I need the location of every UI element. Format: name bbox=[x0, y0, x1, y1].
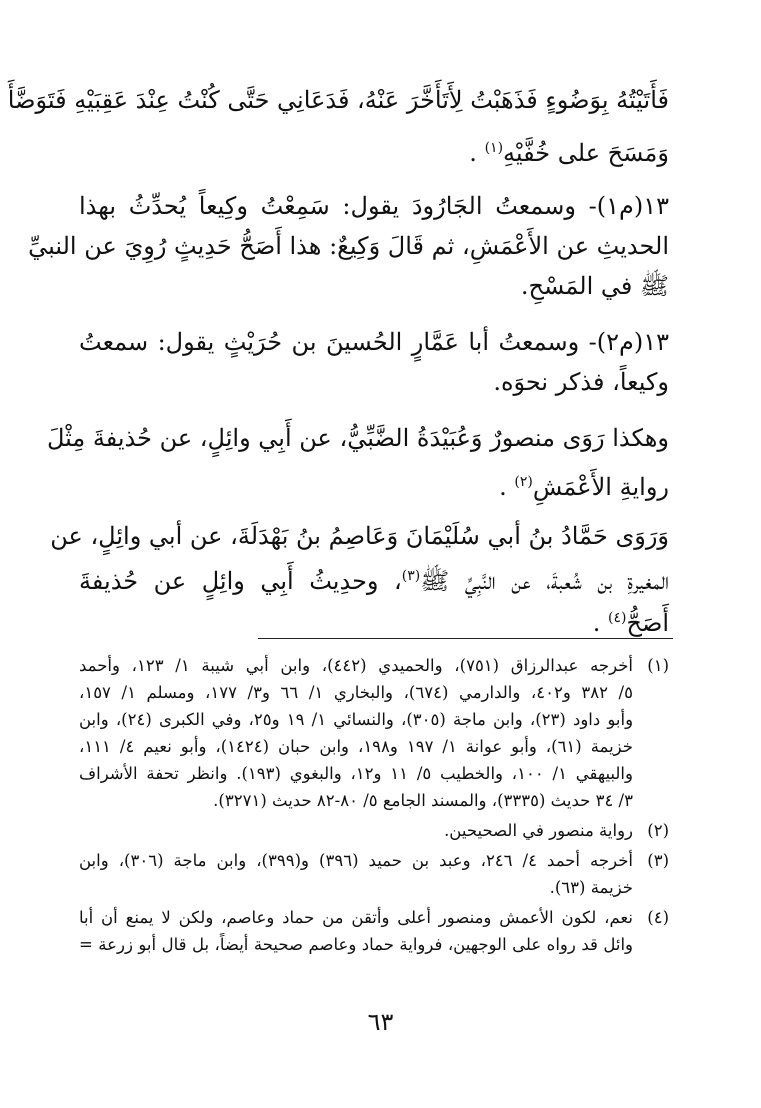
footnote-separator bbox=[258, 638, 673, 639]
paragraph-2-line-3 bbox=[79, 266, 669, 306]
paragraph-5-line-1 bbox=[50, 516, 669, 556]
text: . bbox=[499, 473, 507, 501]
footnote-1-line: ٣/ ٣٤ حديث (٣٣٣٥)، والمسند الجامع ٥/ ٨٠-٨٢ حديث (٣٢٧١). bbox=[213, 791, 633, 810]
text: وكيعاً، فذكر نحوَه. bbox=[493, 368, 669, 396]
text: ، وحدِيثُ أَبِي وائِلٍ عن حُذيفةَ bbox=[79, 567, 402, 595]
page-number: ٦٣ bbox=[367, 1008, 394, 1036]
paragraph-3-line-1 bbox=[79, 322, 669, 362]
footnote-1-line: أخرجه عبدالرزاق (٧٥١)، والحميدي (٤٤٢)، وابن أبي شيبة ١/ ١٢٣، وأحمد bbox=[79, 656, 633, 675]
text: وَرَوَى حَمَّادُ بنُ أبي سُلَيْمَانَ وَعَاصِمُ بنُ بَهْدَلَةَ، عن أبي وائِلٍ، عن bbox=[50, 522, 669, 550]
footnote-3-line: خزيمة (٦٣). bbox=[549, 878, 633, 897]
footnote-marker-1[interactable]: (١) bbox=[484, 140, 504, 156]
text: أَصَحُّ bbox=[626, 609, 669, 637]
text: . bbox=[469, 139, 477, 167]
text: فَأَتَيْتُهُ بِوَضُوءٍ فَذَهَبْتُ لِأَتَأَخَّرَ عَنْهُ، فَدَعَانِي حَتَّى كُنْتُ عِنْدَ عَقِبَيْهِ فَتَوَضَّأَ bbox=[7, 86, 669, 114]
paragraph-3-line-2 bbox=[79, 362, 669, 402]
paragraph-4-line-1 bbox=[46, 418, 669, 458]
paragraph-2-line-1 bbox=[79, 186, 669, 226]
footnote-4-line: وائل قد رواه على الوجهين، فرواية حماد وعاصم صحيحة أيضاً، بل قال أبو زرعة = bbox=[79, 935, 633, 954]
text: ١٣(م١)- وسمعتُ الجَارُودَ يقول: سَمِعْتُ وكِيعاً يُحدِّثُ بهذا bbox=[79, 192, 669, 220]
paragraph-4-line-2 bbox=[79, 462, 669, 507]
text: المغيرةِ بن شُعبةَ، عن النَّبِيِّ ﷺ bbox=[420, 567, 669, 595]
footnote-1-line: ٥/ ٣٨٢ و٤٠٢، والدارمي (٦٧٤)، والبخاري ١/ ٦٦ و٣/ ١٧٧، ومسلم ١/ ١٥٧، bbox=[79, 683, 633, 702]
paragraph-2-line-2 bbox=[28, 226, 669, 266]
text: وهكذا رَوَى منصورٌ وَعُبَيْدَةُ الضَّبِّيُّ، عن أَبِي وائِلٍ، عن حُذيفةَ مِثْلَ bbox=[46, 424, 669, 452]
paragraph-5-line-3 bbox=[79, 598, 669, 643]
text: ﷺ في المَسْحِ. bbox=[520, 272, 669, 300]
text: روايةِ الأَعْمَشِ bbox=[532, 473, 669, 501]
footnote-marker-4[interactable]: (٤) bbox=[607, 610, 627, 626]
paragraph-1-line-2 bbox=[79, 128, 669, 173]
text: . bbox=[592, 609, 601, 637]
paragraph-5-line-2 bbox=[79, 556, 669, 601]
footnote-marker-2[interactable]: (٢) bbox=[514, 474, 533, 490]
footnote-1-line: وأبو داود (٢٣)، وابن ماجة (٣٠٥)، والنسائي ١/ ١٩ و٢٥، وفي الكبرى (٢٤)، وابن bbox=[79, 710, 634, 729]
text: ١٣(م٢)- وسمعتُ أبا عَمَّارٍ الحُسينَ بن حُرَيْثٍ يقول: سمعتُ bbox=[79, 328, 669, 356]
footnote-marker-3[interactable]: (٣) bbox=[401, 568, 421, 584]
text: وَمَسَحَ على خُفَّيْهِ bbox=[503, 139, 669, 167]
footnote-1-line: والبيهقي ١/ ١٠٠، والخطيب ٥/ ١١ و١٢، والبغوي (١٩٣). وانظر تحفة الأشراف bbox=[79, 764, 633, 783]
footnote-3-line: أخرجه أحمد ٤/ ٢٤٦، وعبد بن حميد (٣٩٦) و(٣٩٩)، وابن ماجة (٣٠٦)، وابن bbox=[79, 851, 633, 870]
text: الحديثِ عن الأَعْمَشِ، ثم قَالَ وَكِيعٌ: هذا أَصَحُّ حَدِيثٍ رُوِيَ عن النبيِّ bbox=[28, 232, 669, 260]
footnote-4-line: نعم، لكون الأعمش ومنصور أعلى وأتقن من حماد وعاصم، ولكن لا يمنع أن أبا bbox=[79, 908, 633, 927]
footnote-number: (٤) bbox=[647, 908, 669, 927]
footnote-number: (٢) bbox=[647, 821, 669, 840]
footnote-number: (٣) bbox=[647, 851, 669, 870]
footnote-number: (١) bbox=[647, 656, 669, 675]
footnote-1-line: خزيمة (٦١)، وأبو عوانة ١/ ١٩٧ و١٩٨، وابن حبان (١٤٢٤)، وأبو نعيم ٤/ ١١١، bbox=[79, 737, 633, 756]
footnote-2-line: رواية منصور في الصحيحين. bbox=[444, 821, 633, 840]
paragraph-1-line-1 bbox=[7, 80, 669, 120]
